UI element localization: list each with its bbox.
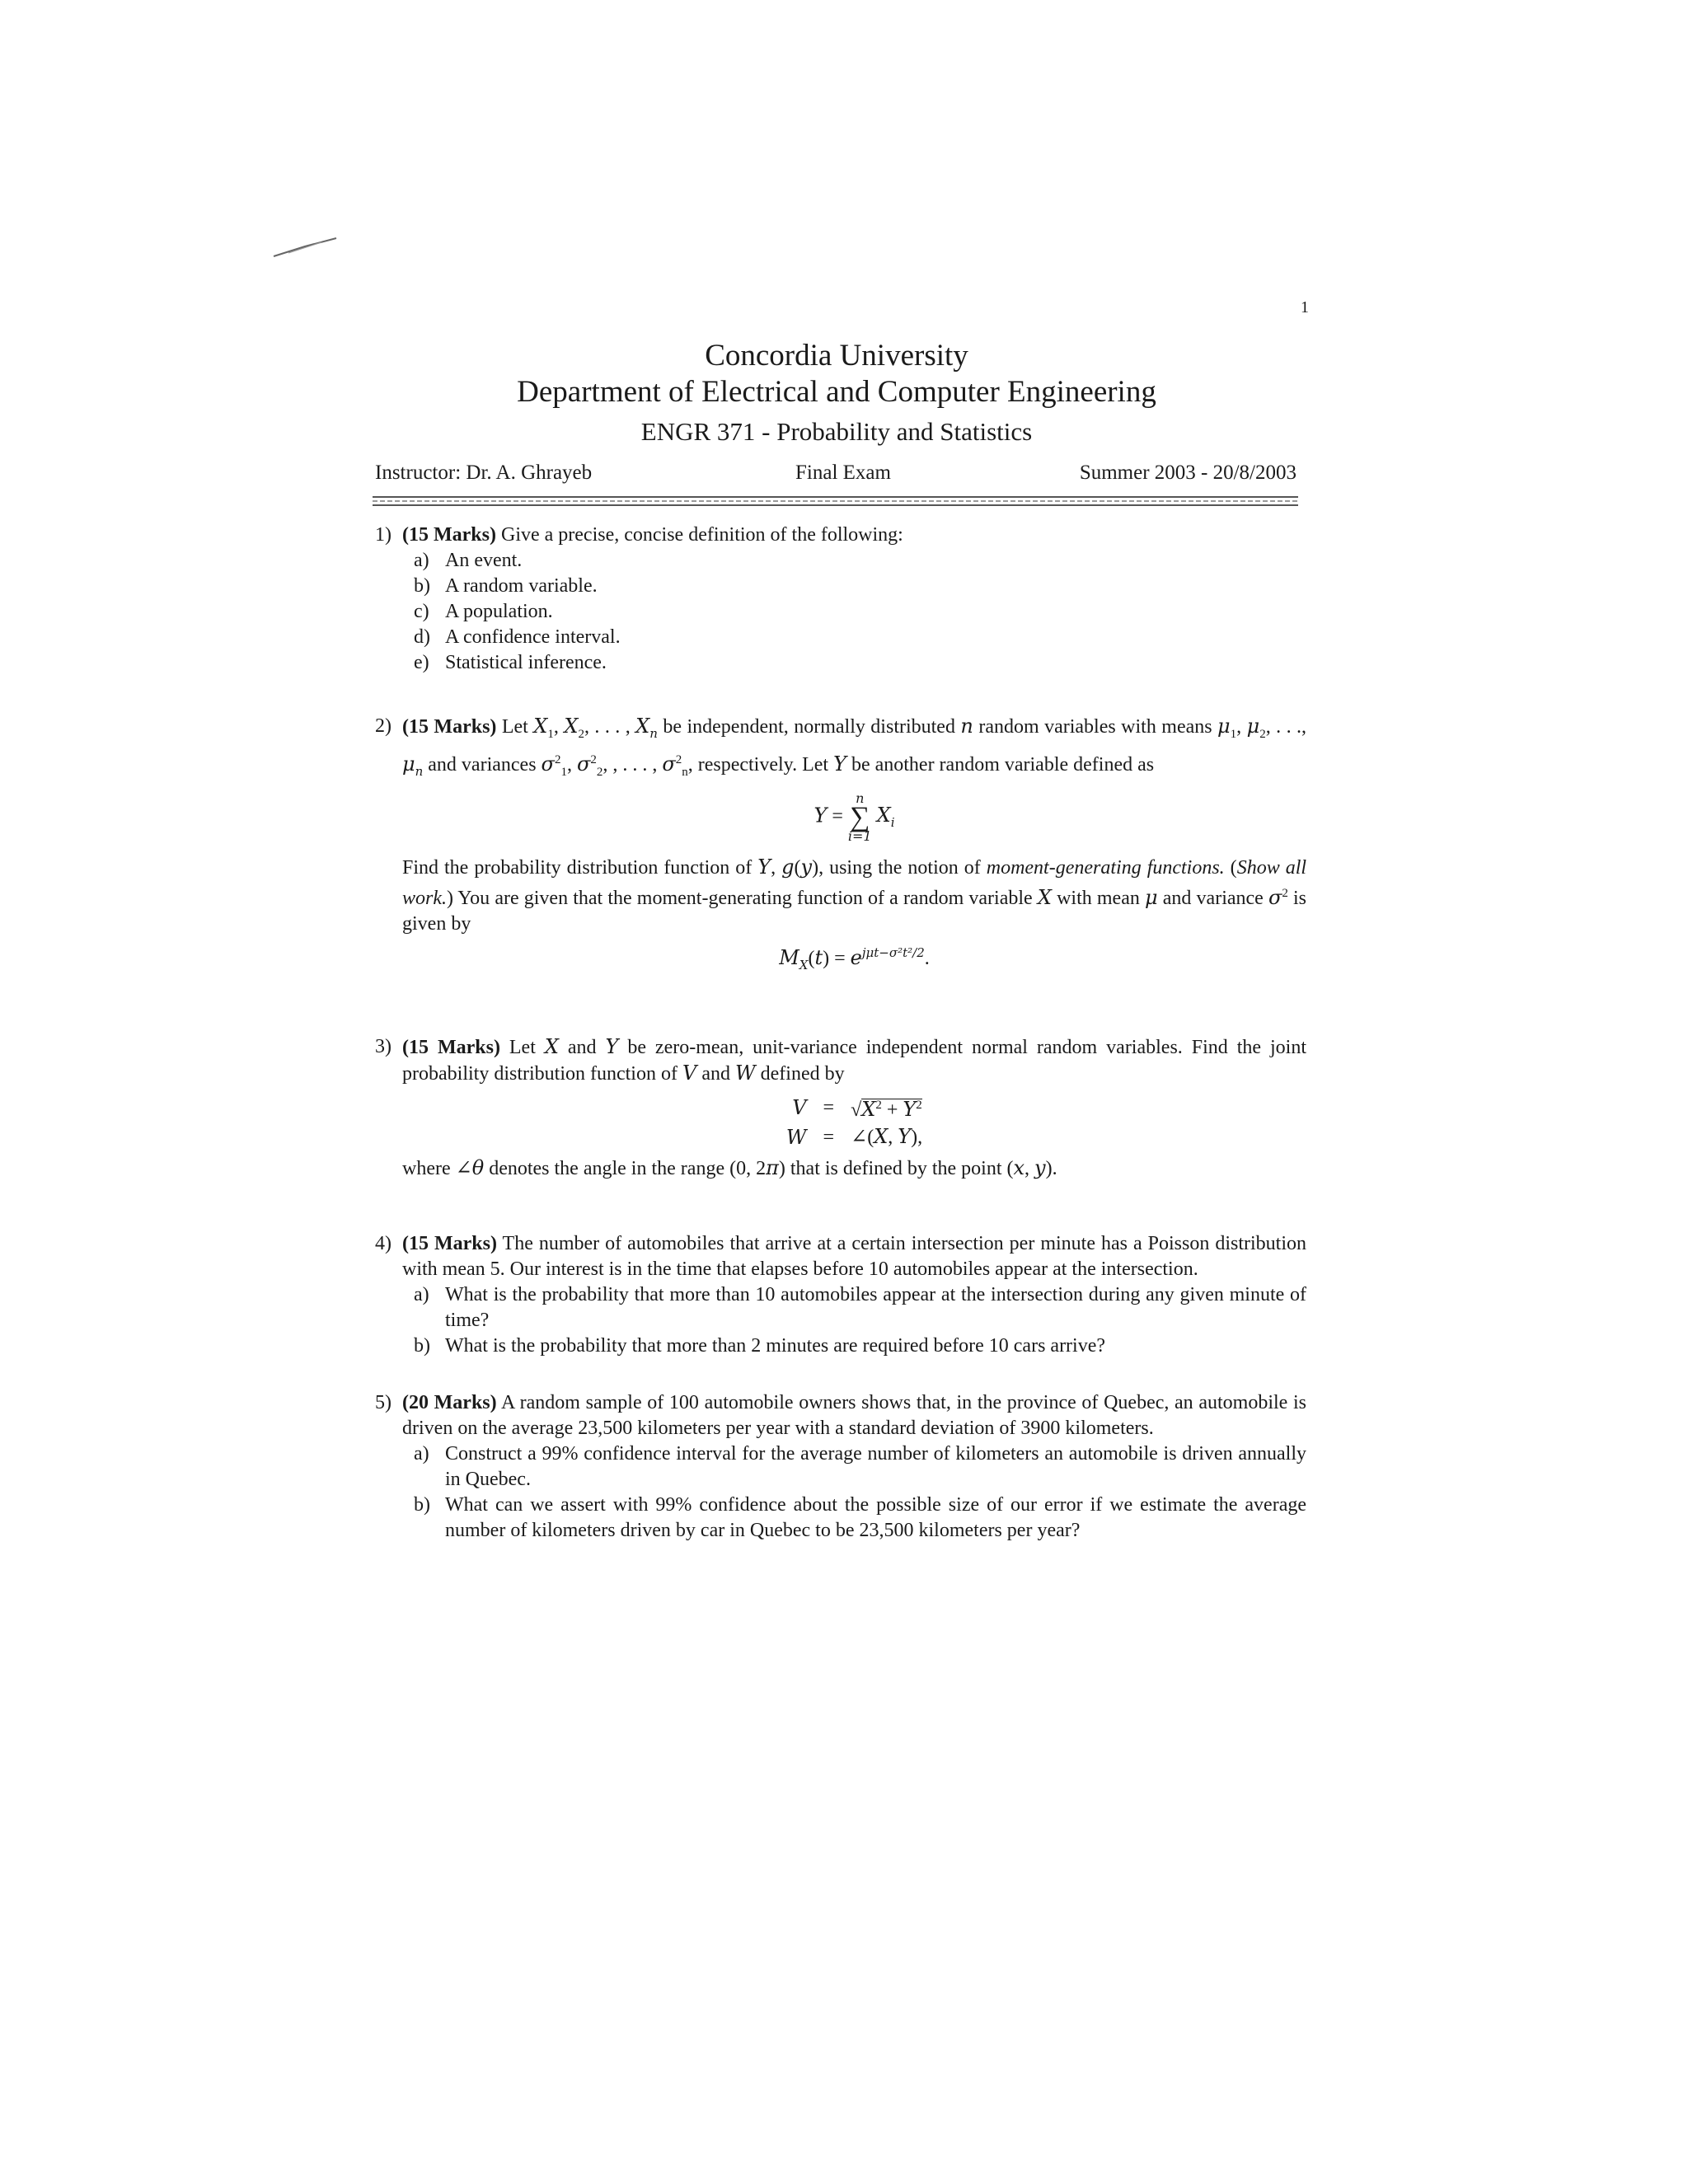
marks: (15 Marks) <box>402 1233 497 1254</box>
list-item: e) Statistical inference. <box>414 652 607 673</box>
question-text: Give a precise, concise definition of the following: <box>495 524 903 546</box>
exam-header <box>371 338 1302 450</box>
exam-type: Final Exam <box>795 462 891 484</box>
list-item: a) An event. <box>414 550 523 571</box>
list-item: a) Construct a 99% confidence interval for the average number of kilometers an automobile is driven annually in Quebec. <box>414 1443 1306 1490</box>
question-text: (15 Marks) Let X and Y be zero-mean, unit-variance independent normal random variables. Find the joint probability distribution function of V and W defined by <box>402 1035 1307 1085</box>
exam-info-row <box>375 462 1296 486</box>
question-text: where ∠θ denotes the angle in the range (0, 2π) that is defined by the point (x, y). <box>402 1156 1057 1179</box>
question-3 <box>375 1034 1306 1182</box>
page-number: 1 <box>1301 298 1309 316</box>
question-text: Find the probability distribution function of Y, g(y), using the notion of moment-generating functions. (Show all work.) You are given that the moment-generating function of a random variable X with mean μ and variance $\sigma^2$ is given by <box>402 855 1307 935</box>
question-4 <box>375 1231 1306 1359</box>
exam-term: Summer 2003 - 20/8/2003 <box>1079 462 1296 484</box>
list-item: b) What is the probability that more than 2 minutes are required before 10 cars arrive? <box>414 1335 1106 1357</box>
list-item: a) What is the probability that more than 10 automobiles appear at the intersection during any given minute of time? <box>414 1284 1306 1331</box>
question-2 <box>375 714 1306 977</box>
question-number: 4) <box>375 1233 392 1254</box>
question-number: 2) <box>375 715 392 737</box>
transform-equations: V = $√X^2 + Y^2$ W = ∠(X, Y), <box>785 1096 923 1149</box>
university-name: Concordia University <box>705 339 968 373</box>
question-text: A random sample of 100 automobile owners shows that, in the province of Quebec, an automobile is driven on the average 23,500 kilometers per year with a standard deviation of 3900 kilometers. <box>402 1392 1306 1439</box>
question-5 <box>375 1390 1306 1544</box>
department-name: Department of Electrical and Computer Engineering <box>517 375 1156 409</box>
question-number: 1) <box>375 524 392 546</box>
mgf-equation: $M_X(t) = e^{j\mu t-\sigma^2t^2/2}$. <box>779 944 930 972</box>
question-1 <box>375 523 1306 676</box>
question-text: (15 Marks) Let $X_1$, $X_2$, . . . , $X_n$ be independent, normally distributed n random variables with means $\mu_1$, $\mu_2$, . . ., $\mu_n$ and variances $\sigma^2_1$, $\sigma^2_2$, , . . . , $\sigma^2_n$, respectively. Let Y be another random variable defined as <box>402 715 1307 779</box>
pen-mark <box>272 235 338 260</box>
instructor: Instructor: Dr. A. Ghrayeb <box>375 462 593 484</box>
sum-equation: Y = n ∑ i=1 $X_i$ <box>814 790 895 844</box>
marks: (20 Marks) <box>402 1392 497 1413</box>
question-number: 5) <box>375 1392 392 1413</box>
header-divider <box>373 496 1298 506</box>
question-number: 3) <box>375 1036 392 1057</box>
list-item: b) What can we assert with 99% confidence about the possible size of our error if we estimate the average number of kilometers driven by car in Quebec to be 23,500 kilometers per year? <box>414 1494 1306 1541</box>
question-text: The number of automobiles that arrive at a certain intersection per minute has a Poisson distribution with mean 5. Our interest is in the time that elapses before 10 automobiles appear at the intersection. <box>402 1233 1306 1280</box>
course-title: ENGR 371 - Probability and Statistics <box>640 417 1033 446</box>
marks: (15 Marks) <box>402 524 496 546</box>
list-item: d) A confidence interval. <box>414 626 621 648</box>
list-item: b) A random variable. <box>414 575 598 597</box>
list-item: c) A population. <box>414 601 553 622</box>
